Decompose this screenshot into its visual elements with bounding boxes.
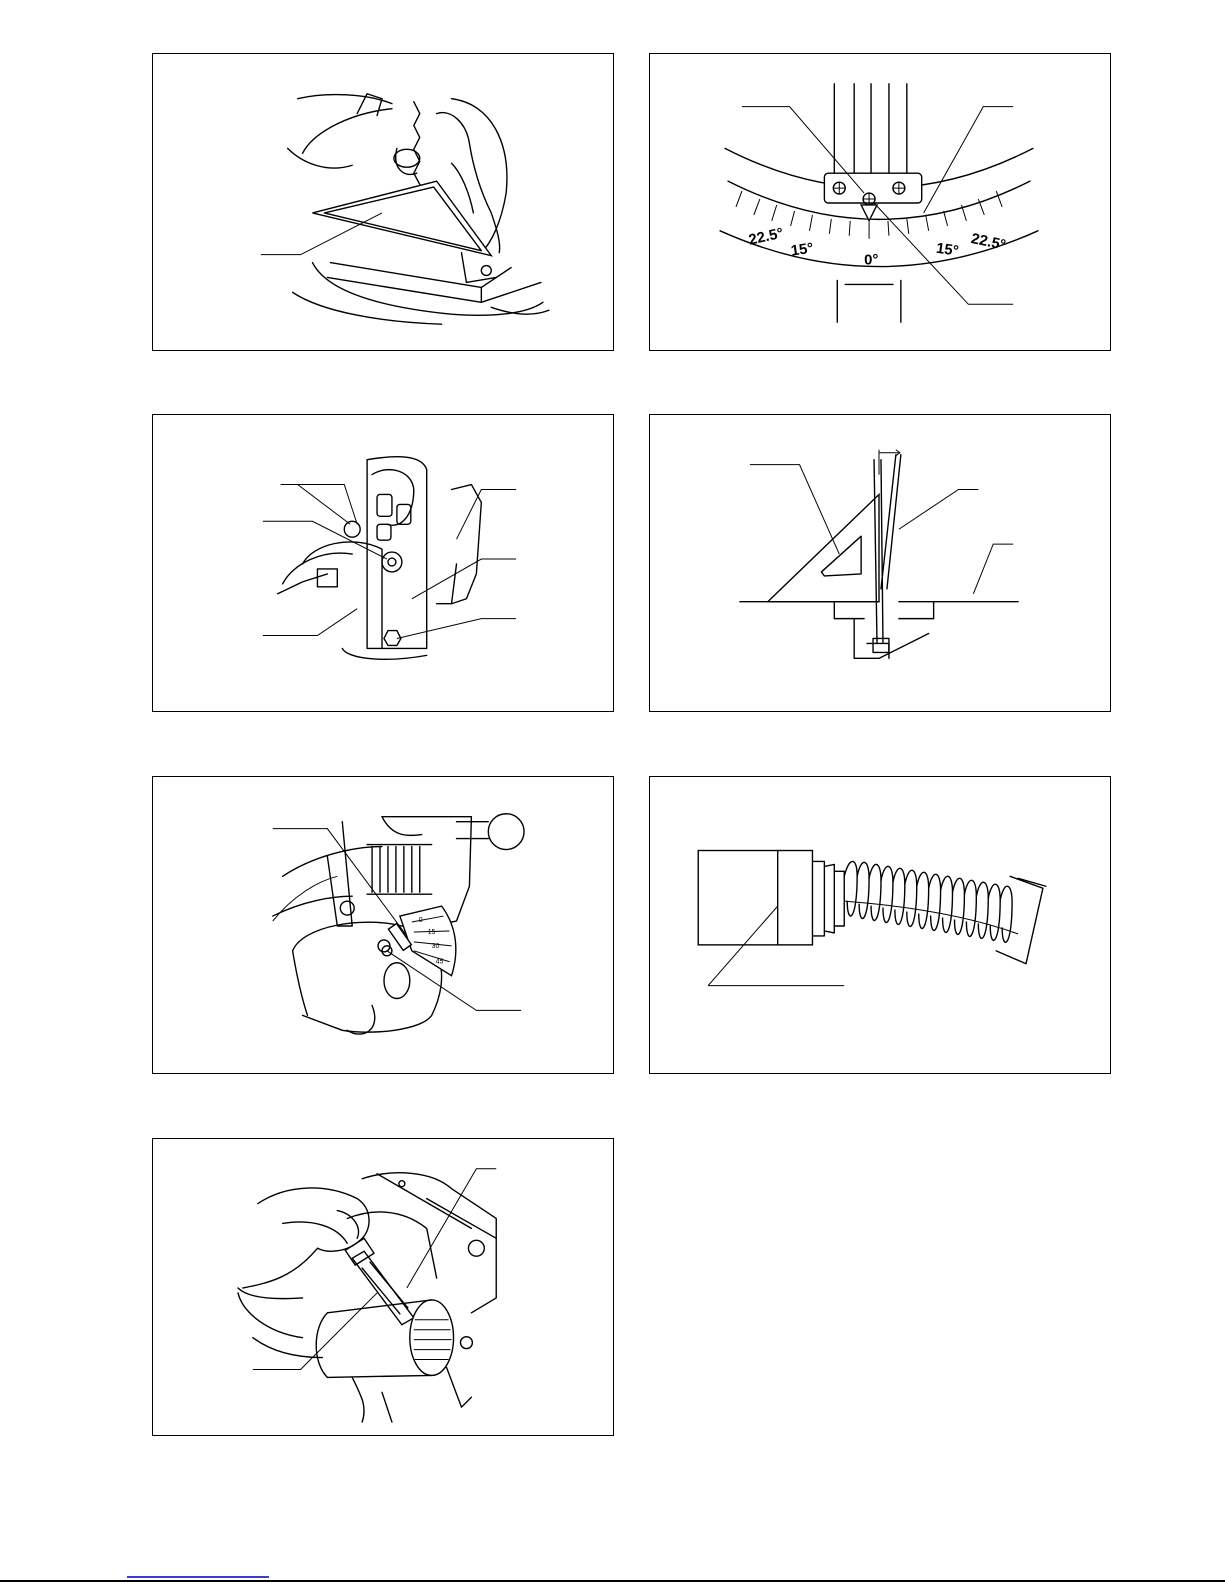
- scale-label-15-right: 15°: [935, 240, 960, 260]
- bevel-scale-illustration: [153, 777, 613, 1073]
- figure-bevel-scale: [152, 776, 614, 1074]
- figure-miter-scale: [649, 53, 1111, 351]
- page-footer-link-underline[interactable]: [127, 1576, 269, 1578]
- bevel-scale-30: 30: [431, 942, 440, 950]
- scale-label-22-5-left: 22.5°: [747, 225, 785, 249]
- page-bottom-rule: [0, 1580, 1225, 1582]
- scale-label-0: 0°: [864, 252, 879, 269]
- figure-bevel-stopper: [152, 414, 614, 712]
- bevel-stopper-illustration: [153, 415, 613, 711]
- square-rule-illustration: [650, 415, 1110, 711]
- miter-scale-illustration: [650, 54, 1110, 350]
- triangular-rule-illustration: [153, 54, 613, 350]
- figure-brush-holder-cap: [152, 1138, 614, 1436]
- scale-label-22-5-right: 22.5°: [969, 230, 1008, 254]
- carbon-brush-illustration: [650, 777, 1110, 1073]
- bevel-scale-15: 15: [427, 928, 436, 936]
- scale-label-15-left: 15°: [789, 240, 815, 260]
- bevel-scale-45: 45: [435, 958, 444, 966]
- figure-triangular-rule: [152, 53, 614, 351]
- figure-square-rule: [649, 414, 1111, 712]
- figure-carbon-brush: [649, 776, 1111, 1074]
- brush-holder-cap-illustration: [153, 1139, 613, 1435]
- bevel-scale-0: 0: [418, 917, 423, 925]
